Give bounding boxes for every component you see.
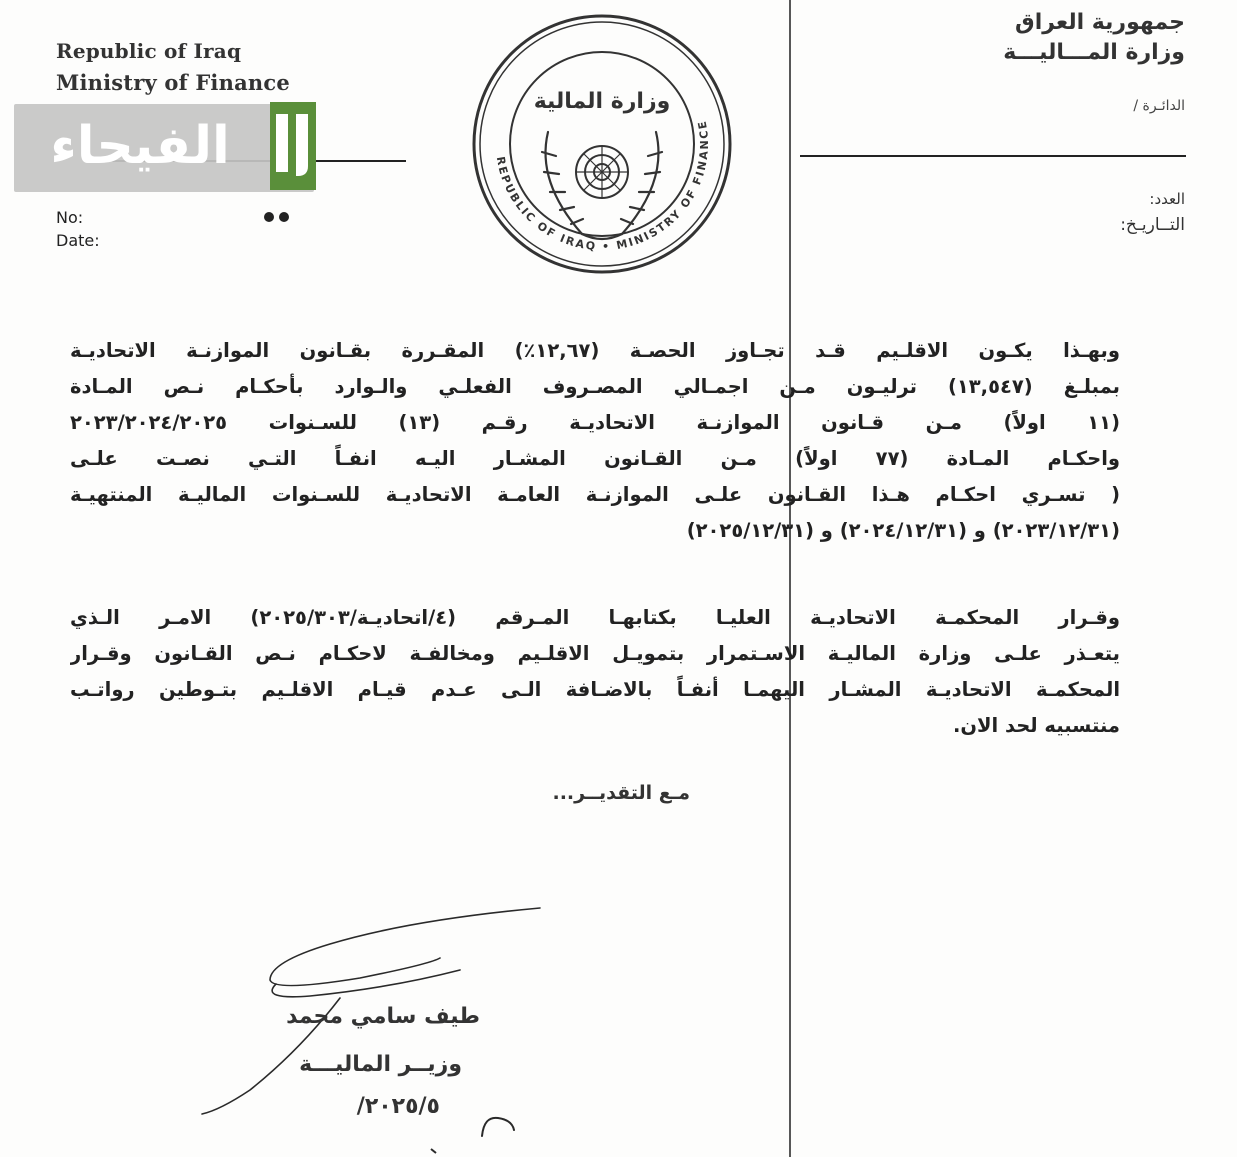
ink-mark (430, 1148, 438, 1154)
signatory-name: طيف سامي محمد (286, 1004, 480, 1029)
letterhead-rule-right (800, 155, 1186, 157)
paragraph-court-decision (70, 600, 1120, 744)
site-watermark (14, 102, 314, 224)
paragraph-line: واحكـام المـادة (٧٧ اولاً) مـن القـانون المشـار اليـه انفـاً التـي نصـت علـى (70, 447, 1120, 470)
letterhead-country: Republic of Iraq (56, 39, 242, 63)
handwritten-mark (476, 1110, 520, 1140)
seal-outer-text: REPUBLIC OF IRAQ • MINISTRY OF FINANCE (493, 118, 712, 254)
paragraph-line: يتعـذر علـى وزارة الماليـة الاسـتمرار بتمويـل الاقلـيم ومخالفـة لاحكـام نـص القـانون وقـرار (70, 642, 1120, 665)
paragraph-budget-share (70, 333, 1120, 549)
paragraph-line: ( تسـري احكـام هـذا القـانون علـى الموازنـة العامـة الاتحاديـة للسـنوات الماليـة المنتهيـة (70, 483, 1120, 506)
paragraph-line: (٢٠٢٣/١٢/٣١) و (٢٠٢٤/١٢/٣١) و (٢٠٢٥/١٢/٣١) (686, 519, 1120, 542)
letterhead-ministry-arabic: وزارة المـــاليـــة (1003, 40, 1185, 65)
date-label-arabic: التــاريـخ: (1120, 215, 1185, 235)
watermark-logo-icon (270, 102, 316, 190)
signatory-title: وزيــر الماليـــة (299, 1052, 462, 1077)
ministry-seal-icon (470, 12, 734, 276)
department-label: الدائـرة / (1133, 98, 1185, 114)
watermark-dot (264, 212, 274, 222)
watermark-text: الفيحاء (50, 116, 230, 176)
paragraph-line: منتسبيه لحد الان. (952, 714, 1120, 737)
letterhead-arabic (1003, 8, 1185, 68)
paragraph-line: وقـرار المحكمـة الاتحاديـة العليـا بكتابهـا المـرقم (٤/اتحاديـة/٢٠٢٥/٣٠٣) الامـر الـذي (70, 606, 1120, 629)
reference-fields-arabic (1120, 186, 1185, 238)
seal-arabic-text: وزارة المالية (533, 89, 671, 114)
closing-regards: مـع التقديــر... (552, 782, 690, 804)
paragraph-line: بمبلـغ (١٣,٥٤٧) ترليـون مـن اجمـالي المصـروف الفعلـي والـوارد بأحكـام نـص المـادة (70, 375, 1120, 398)
letterhead-english (56, 36, 290, 98)
paragraph-line: المحكمـة الاتحاديـة المشـار اليهمـا أنفـاً بالاضـافة الـى عـدم قيـام الاقلـيم بتـوطين رواتـب (70, 678, 1120, 701)
letterhead-ministry: Ministry of Finance (56, 70, 290, 95)
signature-date: ٢٠٢٥/٥/ (356, 1094, 440, 1119)
date-label-english: Date: (56, 231, 100, 250)
paragraph-line: (١١ اولاً) مـن قـانون الموازنـة الاتحاديـة رقـم (١٣) للسـنوات ٢٠٢٣/٢٠٢٤/٢٠٢٥ (70, 411, 1120, 434)
watermark-dot (279, 212, 289, 222)
scan-fold-line (789, 0, 791, 1157)
letterhead-country-arabic: جمهورية العراق (1015, 10, 1185, 35)
paragraph-line: وبهـذا يكـون الاقلـيم قـد تجـاوز الحصـة (١٢,٦٧٪) المقـررة بقـانون الموازنـة الاتحاديـة (70, 339, 1120, 362)
number-label-english: No: (56, 208, 84, 227)
number-label-arabic: العدد: (1149, 190, 1185, 208)
